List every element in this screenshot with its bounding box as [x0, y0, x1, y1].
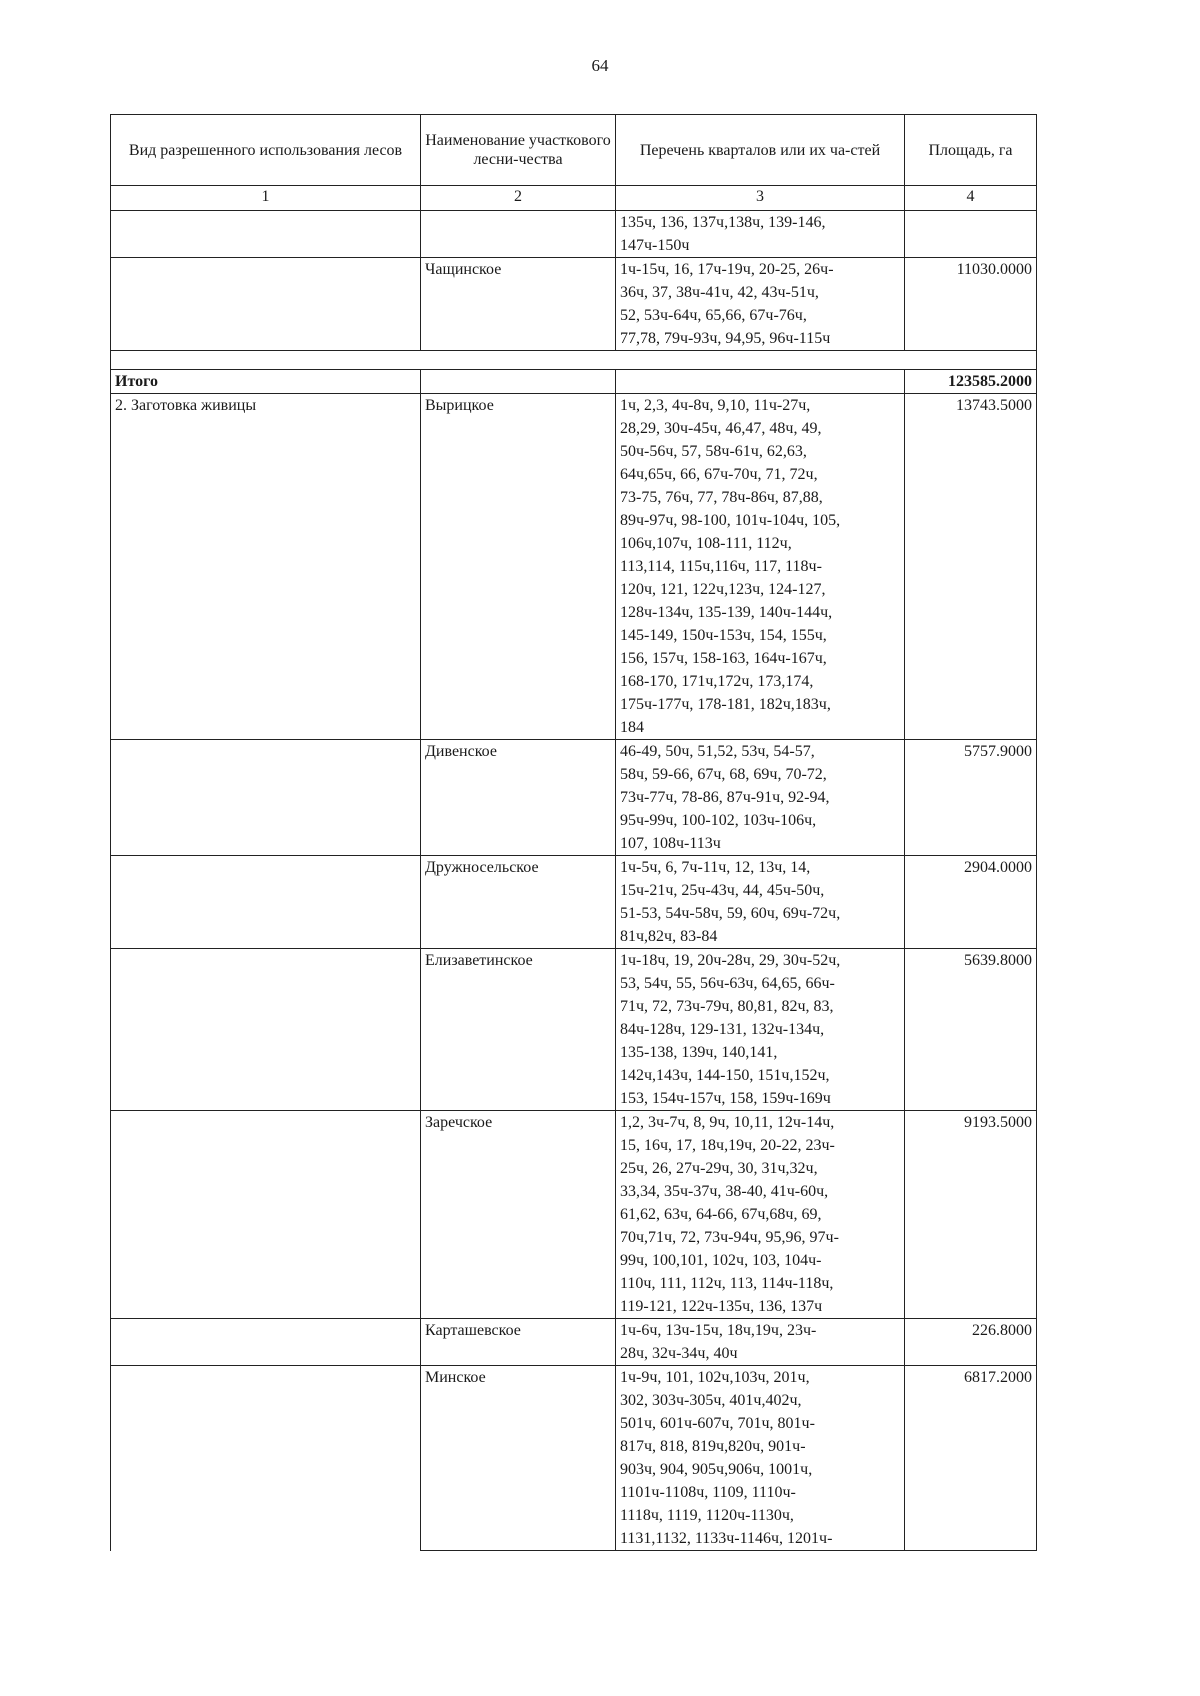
table-row: [111, 856, 1037, 949]
area-cell: 226.8000: [905, 1319, 1037, 1366]
table-header-row: [111, 115, 1037, 186]
total-area: 123585.2000: [905, 370, 1037, 394]
forestry-cell: [421, 370, 616, 394]
forest-use-table: [110, 114, 1037, 1551]
table-row: [111, 258, 1037, 351]
forestry-cell: Елизаветинское: [421, 949, 616, 1111]
spacer-cell: [111, 351, 1037, 370]
table-row: [111, 740, 1037, 856]
use-type-cell: [111, 740, 421, 856]
use-type-cell: [111, 1111, 421, 1319]
use-type-cell: [111, 856, 421, 949]
quarters-cell: 1ч-6ч, 13ч-15ч, 18ч,19ч, 23ч- 28ч, 32ч-34ч, 40ч: [616, 1319, 905, 1366]
table-row: [111, 949, 1037, 1111]
forestry-cell: Дивенское: [421, 740, 616, 856]
use-type-cell: [111, 1366, 421, 1551]
table-row: [111, 1111, 1037, 1319]
forestry-cell: Вырицкое: [421, 394, 616, 740]
quarters-cell: [616, 370, 905, 394]
use-type-cell: [111, 949, 421, 1111]
column-number-row: [111, 186, 1037, 211]
use-type-cell: [111, 258, 421, 351]
table-row: [111, 1319, 1037, 1366]
quarters-cell: 1ч, 2,3, 4ч-8ч, 9,10, 11ч-27ч, 28,29, 30ч-45ч, 46,47, 48ч, 49, 50ч-56ч, 57, 58ч-61ч, 62,63, 64ч,65ч, 66, 67ч-70ч, 71, 72ч, 73-75, 76ч, 77, 78ч-86ч, 87,88, 89ч-97ч, 98-100, 101ч-104ч, 105, 106ч,107ч, 108-111, 112ч, 113,114, 115ч,116ч, 117, 118ч- 120ч, 121, 122ч,123ч, 124-127, 128ч-134ч, 135-139, 140ч-144ч, 145-149, 150ч-153ч, 154, 155ч, 156, 157ч, 158-163, 164ч-167ч, 168-170, 171ч,172ч, 173,174, 175ч-177ч, 178-181, 182ч,183ч, 184: [616, 394, 905, 740]
quarters-cell: 1ч-18ч, 19, 20ч-28ч, 29, 30ч-52ч, 53, 54ч, 55, 56ч-63ч, 64,65, 66ч- 71ч, 72, 73ч-79ч, 80,81, 82ч, 83, 84ч-128ч, 129-131, 132ч-134ч, 135-138, 139ч, 140,141, 142ч,143ч, 144-150, 151ч,152ч, 153, 154ч-157ч, 158, 159ч-169ч: [616, 949, 905, 1111]
area-cell: 6817.2000: [905, 1366, 1037, 1551]
forestry-cell: Минское: [421, 1366, 616, 1551]
header-area: Площадь, га: [905, 115, 1037, 186]
forestry-cell: Чащинское: [421, 258, 616, 351]
column-number: 1: [111, 186, 421, 211]
column-number: 2: [421, 186, 616, 211]
quarters-cell: 46-49, 50ч, 51,52, 53ч, 54-57, 58ч, 59-66, 67ч, 68, 69ч, 70-72, 73ч-77ч, 78-86, 87ч-91ч, 92-94, 95ч-99ч, 100-102, 103ч-106ч, 107, 108ч-113ч: [616, 740, 905, 856]
quarters-cell: 1ч-9ч, 101, 102ч,103ч, 201ч, 302, 303ч-305ч, 401ч,402ч, 501ч, 601ч-607ч, 701ч, 801ч- 817ч, 818, 819ч,820ч, 901ч- 903ч, 904, 905ч,906ч, 1001ч, 1101ч-1108ч, 1109, 1110ч- 1118ч, 1119, 1120ч-1130ч, 1131,1132, 1133ч-1146ч, 1201ч-: [616, 1366, 905, 1551]
table-row: [111, 1366, 1037, 1551]
quarters-cell: 1ч-15ч, 16, 17ч-19ч, 20-25, 26ч- 36ч, 37, 38ч-41ч, 42, 43ч-51ч, 52, 53ч-64ч, 65,66, 67ч-76ч, 77,78, 79ч-93ч, 94,95, 96ч-115ч: [616, 258, 905, 351]
quarters-cell: 1,2, 3ч-7ч, 8, 9ч, 10,11, 12ч-14ч, 15, 16ч, 17, 18ч,19ч, 20-22, 23ч- 25ч, 26, 27ч-29ч, 30, 31ч,32ч, 33,34, 35ч-37ч, 38-40, 41ч-60ч, 61,62, 63ч, 64-66, 67ч,68ч, 69, 70ч,71ч, 72, 73ч-94ч, 95,96, 97ч- 99ч, 100,101, 102ч, 103, 104ч- 110ч, 111, 112ч, 113, 114ч-118ч, 119-121, 122ч-135ч, 136, 137ч: [616, 1111, 905, 1319]
quarters-cell: 135ч, 136, 137ч,138ч, 139-146, 147ч-150ч: [616, 211, 905, 258]
forestry-cell: Дружносельское: [421, 856, 616, 949]
forestry-cell: Заречское: [421, 1111, 616, 1319]
area-cell: 11030.0000: [905, 258, 1037, 351]
forestry-cell: [421, 211, 616, 258]
use-type-cell: [111, 1319, 421, 1366]
area-cell: 13743.5000: [905, 394, 1037, 740]
area-cell: [905, 211, 1037, 258]
column-number: 3: [616, 186, 905, 211]
forestry-cell: Карташевское: [421, 1319, 616, 1366]
header-quarters-list: Перечень кварталов или их ча-стей: [616, 115, 905, 186]
header-use-type: Вид разрешенного использования лесов: [111, 115, 421, 186]
area-cell: 5757.9000: [905, 740, 1037, 856]
area-cell: 5639.8000: [905, 949, 1037, 1111]
page-number: 64: [591, 56, 609, 75]
table-row: [111, 394, 1037, 740]
spacer-row: [111, 351, 1037, 370]
total-row: [111, 370, 1037, 394]
use-type-cell: [111, 211, 421, 258]
column-number: 4: [905, 186, 1037, 211]
table-row: [111, 211, 1037, 258]
header-forestry-name: Наименование участкового лесни-чества: [421, 115, 616, 186]
total-label: Итого: [111, 370, 421, 394]
area-cell: 9193.5000: [905, 1111, 1037, 1319]
quarters-cell: 1ч-5ч, 6, 7ч-11ч, 12, 13ч, 14, 15ч-21ч, 25ч-43ч, 44, 45ч-50ч, 51-53, 54ч-58ч, 59, 60ч, 69ч-72ч, 81ч,82ч, 83-84: [616, 856, 905, 949]
use-type-cell: 2. Заготовка живицы: [111, 394, 421, 740]
area-cell: 2904.0000: [905, 856, 1037, 949]
